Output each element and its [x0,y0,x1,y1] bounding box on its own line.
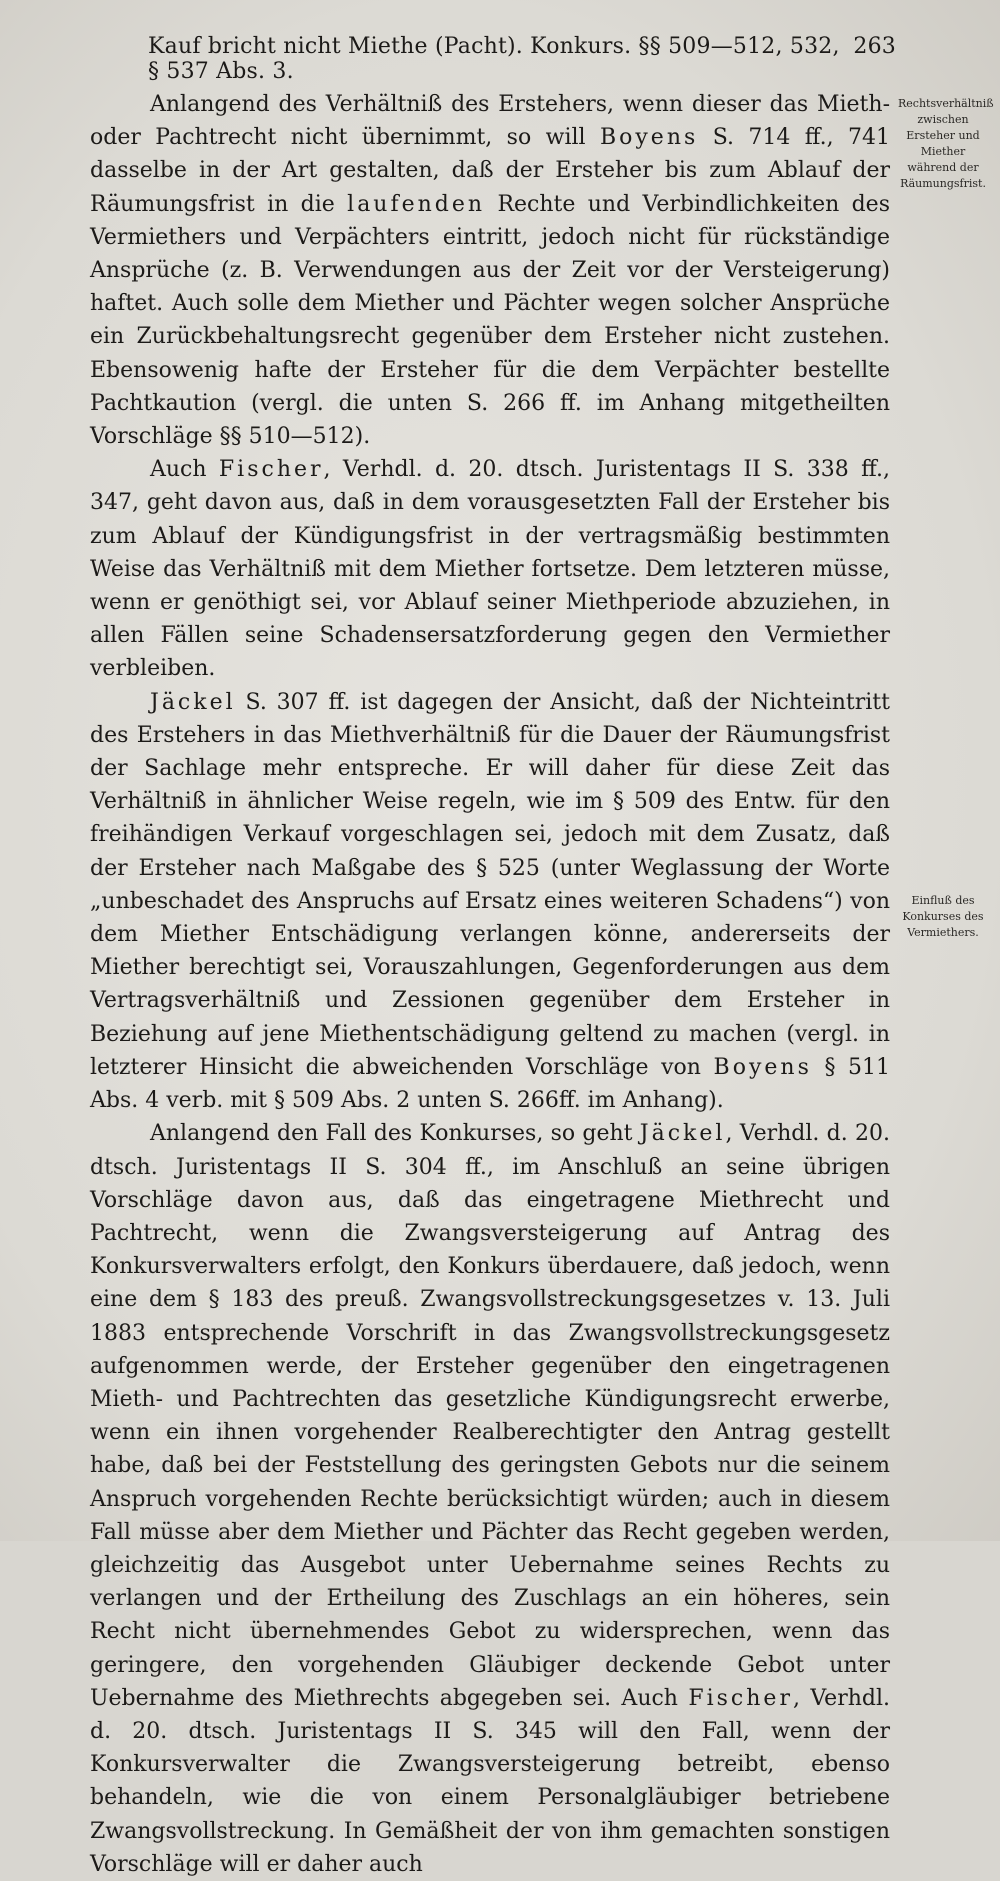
author-name: Boyens [599,125,699,151]
author-name: Jäckel [150,689,236,715]
running-head [148,34,896,84]
text-run: , Verhdl. d. 20. dtsch. Juristentags II S. 304 ff., im Anschluß an seine übrigen Vorschläge davon aus, daß das eingetragene Miethrecht und Pachtrecht, wenn die Zwangsversteigerung auf Antrag des Konkursverwalters erfolgt, den Konkurs überdauere, daß jedoch, wenn eine dem § 183 des preuß. Zwangsvollstreckungsgesetzes v. 13. Juli 1883 entsprechende Vorschrift in das Zwangsvollstreckungsgesetz aufgenommen werde, der Ersteher gegenüber den eingetragenen Mieth- und Pachtrechten das gesetzliche Kündigungsrecht erwerbe, wenn ein ihnen vorgehender Realberechtigter den Antrag gestellt habe, daß bei der Feststellung des geringsten Gebots nur die seinem Anspruch vorgehenden Rechte berücksichtigt würden; auch in diesem Fall müsse aber dem Miether und Pächter das Recht gegeben werden, gleichzeitig das Ausgebot unter Uebernahme seines Rechts zu verlangen und der Ertheilung des Zuschlags an ein höheres, sein Recht nicht übernehmendes Gebot zu widersprechen, wenn das geringere, den vorgehenden Gläubiger deckende Gebot unter Uebernahme des Miethrechts abgegeben sei. Auch [90,1121,890,1711]
paragraph [90,1117,890,1881]
text-run: S. 307 ff. ist dagegen der Ansicht, daß der Nichteintritt des Erstehers in das Miethverhältniß für die Dauer der Räumungsfrist der Sachlage mehr entspreche. Er will daher für diese Zeit das Verhältniß in ähnlicher Weise regeln, wie im § 509 des Entw. für den freihändigen Verkauf vorgeschlagen sei, jedoch mit dem Zusatz, daß der Ersteher nach Maßgabe des § 525 (unter Weglassung der Worte „unbeschadet des Anspruchs auf Ersatz eines weiteren Schadens“) von dem Miether Entschädigung verlangen könne, andererseits der Miether berechtigt sei, Vorauszahlungen, Gegenforderungen aus dem Vertragsverhältniß und Zessionen gegenüber dem Ersteher in Beziehung auf jene Miethentschädigung geltend zu machen (vergl. in letzterer Hinsicht die abweichenden Vorschläge von [90,689,890,1080]
paragraph [90,686,890,1118]
paragraph [90,88,890,453]
author-name: Boyens [713,1054,812,1080]
author-name: Jäckel [639,1121,726,1147]
text-run: § 511 Abs. 4 verb. mit § 509 Abs. 2 unten S. 266ff. im Anhang). [90,1054,891,1114]
running-head-title: Kauf bricht nicht Miethe (Pacht). Konkurs. §§ 509—512, 532, § 537 Abs. 3. [148,34,840,84]
page-number: 263 [853,34,896,59]
text-run: Rechte und Verbindlichkeiten des Vermiethers und Verpächters eintritt, jedoch nicht für rückständige Ansprüche (z. B. Verwendungen aus der Zeit vor der Versteigerung) haftet. Auch solle dem Miether und Pächter wegen solcher Ansprüche ein Zurückbehaltungsrecht gegenüber dem Ersteher nicht zustehen. Ebensowenig hafte der Ersteher für die dem Verpächter bestellte Pachtkaution (vergl. die unten S. 266 ff. im Anhang mitgetheilten Vorschläge §§ 510—512). [90,191,890,450]
paragraph [90,453,890,685]
author-name: Fischer [688,1685,793,1711]
text-run: Anlangend des Verhältniß des Erstehers, wenn dieser das Mieth- oder Pachtrecht nicht übernimmt, so will [90,92,890,151]
author-name: Fischer [218,457,324,483]
text-run: Anlangend den Fall des Konkurses, so geht [150,1121,640,1147]
body-text [90,88,890,1881]
text-run: , Verhdl. d. 20. dtsch. Juristentags II S. 345 will den Fall, wenn der Konkursverwalter die Zwangsversteigerung betreibt, ebenso behandeln, wie die von einem Personalgläubiger betriebene Zwangsvollstreckung. In Gemäßheit der von ihm gemachten sonstigen Vorschläge will er daher auch [90,1685,890,1877]
emphasized-word: laufenden [347,191,486,217]
margin-note: Einfluß des Konkurses des Vermiethers. [902,894,984,939]
margin-note: Rechtsverhältniß zwischen Ersteher und Miether während der Räumungsfrist. [898,97,994,190]
text-run: Auch [150,457,219,483]
text-run: S. 714 ff., 741 dasselbe in der Art gestalten, daß der Ersteher bis zum Ablauf der Räumungsfrist in die [90,125,890,217]
text-run: , Verhdl. d. 20. dtsch. Juristentags II S. 338 ff., 347, geht davon aus, daß in dem vorausgesetzten Fall der Ersteher bis zum Ablauf der Kündigungsfrist in der vertragsmäßig bestimmten Weise das Verhältniß mit dem Miether fortsetze. Dem letzteren müsse, wenn er genöthigt sei, vor Ablauf seiner Miethperiode abzuziehen, in allen Fällen seine Schadensersatzforderung gegen den Vermiether verbleiben. [90,457,890,682]
